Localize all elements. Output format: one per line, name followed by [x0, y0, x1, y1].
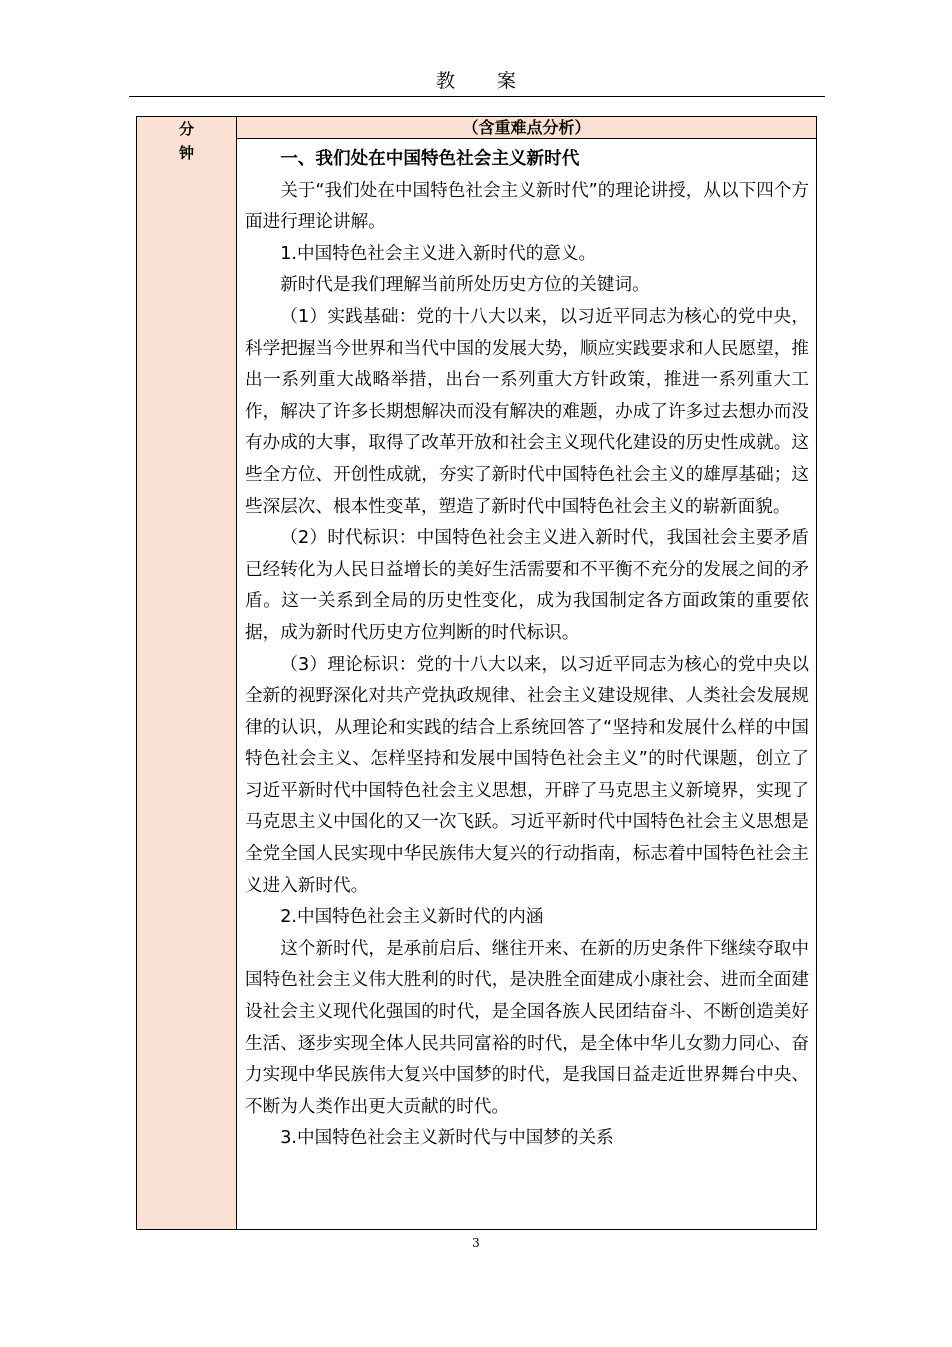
- time-label-line2: 钟: [178, 144, 194, 162]
- page-number: 3: [472, 1236, 480, 1250]
- paragraph-practice-basis: （1）实践基础：党的十八大以来，以习近平同志为核心的党中央，科学把握当今世界和当代中国的发展大势，顺应实践要求和人民愿望，推出一系列重大战略举措，出台一系列重大方针政策，推进一系列重大工作，解决了许多长期想解决而没有解决的难题，办成了许多过去想办而没有办成的大事，取得了改革开放和社会主义现代化建设的历史性成就。这些全方位、开创性成就，夯实了新时代中国特色社会主义的雄厚基础；这些深层次、根本性变革，塑造了新时代中国特色社会主义的崭新面貌。: [245, 306, 809, 517]
- paragraph-intro: 关于“我们处在中国特色社会主义新时代”的理论讲授，从以下四个方面进行理论讲解。: [245, 180, 809, 233]
- paragraph-keyword: 新时代是我们理解当前所处历史方位的关键词。: [280, 275, 650, 296]
- time-label-line1: 分: [178, 120, 194, 138]
- column-header-cell: [237, 117, 817, 139]
- subheading-3: 3.中国特色社会主义新时代与中国梦的关系: [280, 1128, 614, 1149]
- paragraph-era-marker: （2）时代标识：中国特色社会主义进入新时代，我国社会主要矛盾已经转化为人民日益增长的美好生活需要和不平衡不充分的发展之间的矛盾。这一关系到全局的历史性变化，成为我国制定各方面政策的重要依据，成为新时代历史方位判断的时代标识。: [245, 528, 809, 643]
- subheading-2: 2.中国特色社会主义新时代的内涵: [280, 907, 544, 928]
- content-cell: [237, 139, 817, 1230]
- column-header: （含重难点分析）: [462, 118, 591, 137]
- lesson-table: [136, 116, 817, 1230]
- document-title: 教 案: [435, 70, 535, 92]
- paragraph-connotation: 这个新时代，是承前启后、继往开来、在新的历史条件下继续夺取中国特色社会主义伟大胜利的时代，是决胜全面建成小康社会、进而全面建设社会主义现代化强国的时代，是全国各族人民团结奋斗、不断创造美好生活、逐步实现全体人民共同富裕的时代，是全体中华儿女勠力同心、奋力实现中华民族伟大复兴中国梦的时代，是我国日益走近世界舞台中央、不断为人类作出更大贡献的时代。: [245, 938, 809, 1117]
- paragraph-theory-marker: （3）理论标识：党的十八大以来，以习近平同志为核心的党中央以全新的视野深化对共产党执政规律、社会主义建设规律、人类社会发展规律的认识，从理论和实践的结合上系统回答了“坚持和发展什么样的中国特色社会主义、怎样坚持和发展中国特色社会主义”的时代课题，创立了习近平新时代中国特色社会主义思想，开辟了马克思主义新境界，实现了马克思主义中国化的又一次飞跃。习近平新时代中国特色社会主义思想是全党全国人民实现中华民族伟大复兴的行动指南，标志着中国特色社会主义进入新时代。: [245, 654, 809, 896]
- time-column-label: [137, 117, 236, 165]
- section-heading: 一、我们处在中国特色社会主义新时代: [280, 149, 580, 169]
- header-divider: [129, 96, 825, 97]
- subheading-1: 1.中国特色社会主义进入新时代的意义。: [280, 243, 597, 264]
- time-column-cell: [137, 117, 237, 1230]
- lesson-content: [237, 139, 816, 1155]
